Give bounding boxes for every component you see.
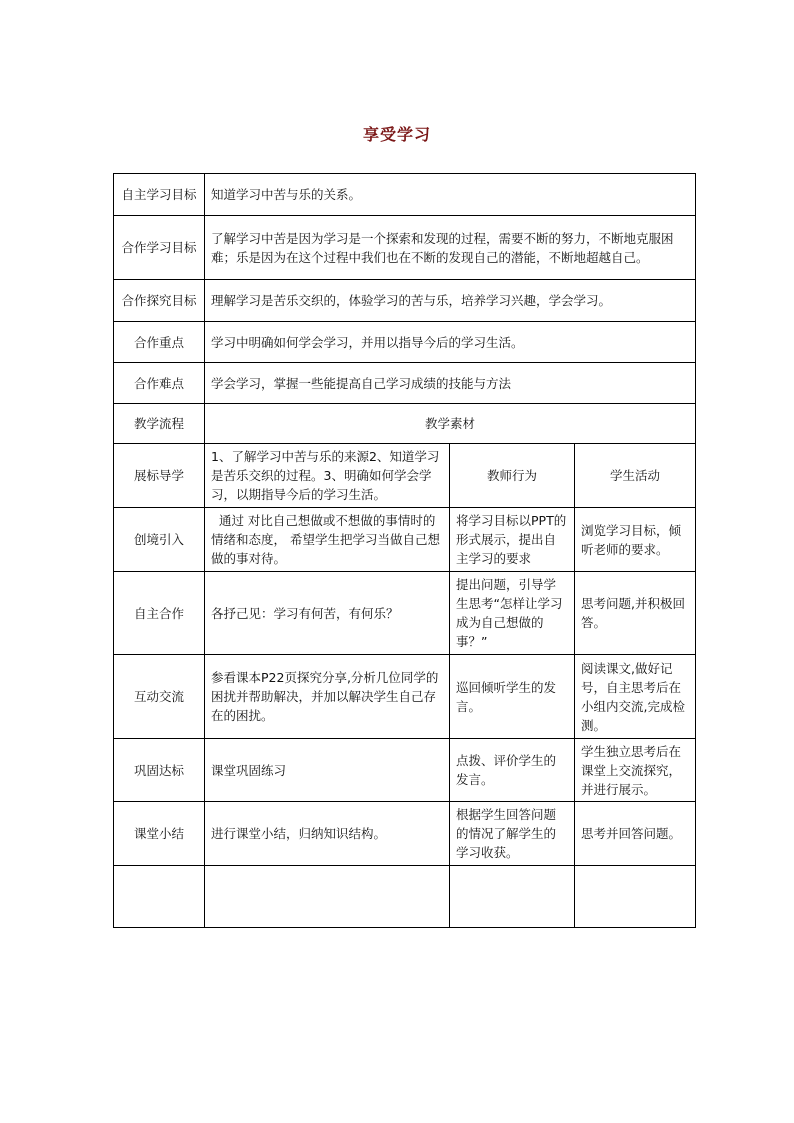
row-label: 自主学习目标 — [114, 174, 205, 216]
row-content: 1、了解学习中苦与乐的来源2、知道学习是苦乐交织的过程。3、明确如何学会学习，以期指导今后的学习生活。 — [205, 444, 450, 508]
teacher-action: 提出问题，引导学生思考“怎样让学习成为自己想做的事？” — [450, 572, 575, 655]
row-label: 课堂小结 — [114, 802, 205, 866]
row-label: 合作探究目标 — [114, 280, 205, 322]
table-row — [114, 802, 696, 866]
table-row — [114, 572, 696, 655]
row-content: 通过 对比自己想做或不想做的事情时的情绪和态度， 希望学生把学习当做自己想做的事对待。 — [205, 508, 450, 572]
column-header-teacher: 教师行为 — [450, 444, 575, 508]
table-row — [114, 444, 696, 508]
empty-table-row — [114, 866, 696, 928]
teacher-action: 巡回倾听学生的发言。 — [450, 655, 575, 739]
table-row — [114, 508, 696, 572]
table-row — [114, 655, 696, 739]
column-header-materials: 教学素材 — [205, 404, 696, 444]
empty-cell — [450, 866, 575, 928]
row-label: 巩固达标 — [114, 739, 205, 802]
row-content: 学会学习，掌握一些能提高自己学习成绩的技能与方法 — [205, 363, 696, 404]
table-row — [114, 280, 696, 322]
table-row — [114, 404, 696, 444]
row-content: 进行课堂小结，归纳知识结构。 — [205, 802, 450, 866]
row-label: 自主合作 — [114, 572, 205, 655]
row-content: 课堂巩固练习 — [205, 739, 450, 802]
row-content: 各抒己见：学习有何苦，有何乐？ — [205, 572, 450, 655]
empty-cell — [205, 866, 450, 928]
row-label: 创境引入 — [114, 508, 205, 572]
row-content: 参看课本P22页探究分享,分析几位同学的困扰并帮助解决，并加以解决学生自己存在的困扰。 — [205, 655, 450, 739]
table-row — [114, 739, 696, 802]
row-label: 互动交流 — [114, 655, 205, 739]
column-header-student: 学生活动 — [575, 444, 696, 508]
row-label: 合作学习目标 — [114, 216, 205, 280]
teacher-action: 点拨、评价学生的发言。 — [450, 739, 575, 802]
page-title: 享受学习 — [362, 125, 431, 144]
student-activity: 学生独立思考后在课堂上交流探究，并进行展示。 — [575, 739, 696, 802]
lesson-plan-table — [113, 173, 696, 928]
table-row — [114, 363, 696, 404]
table-row — [114, 216, 696, 280]
student-activity: 思考并回答问题。 — [575, 802, 696, 866]
row-label: 展标导学 — [114, 444, 205, 508]
row-label: 教学流程 — [114, 404, 205, 444]
row-content: 了解学习中苦是因为学习是一个探索和发现的过程，需要不断的努力，不断地克服困难；乐是因为在这个过程中我们也在不断的发现自己的潜能，不断地超越自己。 — [205, 216, 696, 280]
student-activity: 浏览学习目标，倾听老师的要求。 — [575, 508, 696, 572]
empty-cell — [575, 866, 696, 928]
row-content: 知道学习中苦与乐的关系。 — [205, 174, 696, 216]
student-activity: 阅读课文,做好记号，自主思考后在小组内交流,完成检测。 — [575, 655, 696, 739]
empty-cell — [114, 866, 205, 928]
table-row — [114, 174, 696, 216]
student-activity: 思考问题,并积极回答。 — [575, 572, 696, 655]
row-content: 理解学习是苦乐交织的，体验学习的苦与乐，培养学习兴趣，学会学习。 — [205, 280, 696, 322]
row-label: 合作重点 — [114, 322, 205, 363]
teacher-action: 根据学生回答问题的情况了解学生的学习收获。 — [450, 802, 575, 866]
teacher-action: 将学习目标以PPT的形式展示，提出自主学习的要求 — [450, 508, 575, 572]
row-label: 合作难点 — [114, 363, 205, 404]
table-row — [114, 322, 696, 363]
row-content: 学习中明确如何学会学习，并用以指导今后的学习生活。 — [205, 322, 696, 363]
